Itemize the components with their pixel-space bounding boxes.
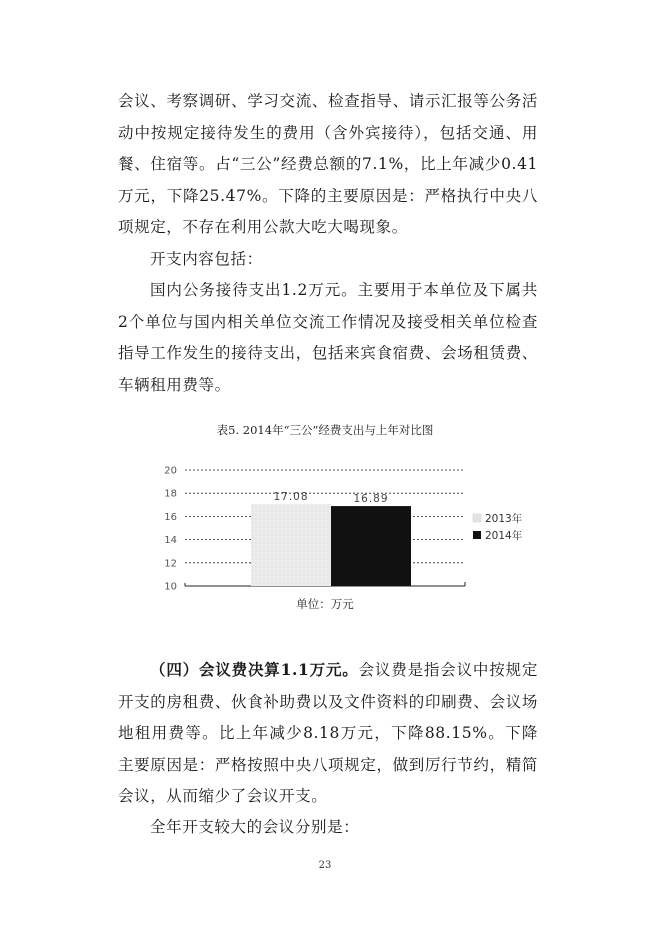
paragraph-expense-contents-heading: 开支内容包括：	[150, 250, 263, 268]
legend-label: 2013年	[485, 513, 523, 525]
chart-caption: 表5. 2014年“三公”经费支出与上年对比图	[216, 423, 434, 437]
bar-2014年	[331, 506, 411, 586]
data-label: 17.08	[273, 490, 309, 503]
meeting-expenses-heading: （四）会议费决算1.1万元。	[150, 660, 359, 679]
paragraph-meeting-expenses	[118, 654, 538, 813]
data-label: 16.89	[353, 493, 389, 506]
y-tick-label: 10	[164, 581, 177, 593]
legend-swatch	[473, 514, 481, 522]
y-tick-label: 18	[164, 488, 177, 500]
expense-comparison-chart	[155, 458, 550, 628]
page-number: 23	[318, 860, 332, 871]
legend-label: 2014年	[485, 530, 523, 542]
y-tick-label: 16	[164, 511, 177, 523]
paragraph-major-meetings: 全年开支较大的会议分别是：	[150, 818, 360, 836]
bar-2013年	[251, 504, 331, 586]
y-tick-label: 14	[164, 535, 177, 547]
y-tick-label: 12	[164, 558, 177, 570]
y-tick-label: 20	[164, 465, 177, 477]
paragraph-domestic-reception: 国内公务接待支出1.2万元。主要用于本单位及下属共2个单位与国内相关单位交流工作情况及接受相关单位检查指导工作发生的接待支出，包括来宾食宿费、会场租赁费、车辆租用费等。	[118, 281, 538, 394]
x-axis-label: 单位：万元	[296, 597, 354, 611]
legend-swatch	[473, 531, 481, 539]
meeting-expenses-text: 会议费是指会议中按规定开支的房租费、伙食补助费以及文件资料的印刷费、会议场地租用费等。比上年减少8.18万元，下降88.15%。下降主要原因是：严格按照中央八项规定，做到厉行节约，精简会议，从而缩少了会议开支。	[118, 661, 538, 805]
paragraph-reception-expenses: 会议、考察调研、学习交流、检查指导、请示汇报等公务活动中按规定接待发生的费用（含外宾接待），包括交通、用餐、住宿等。占“三公”经费总额的7.1%，比上年减少0.41万元，下降25.47%。下降的主要原因是：严格执行中央八项规定，不存在利用公款大吃大喝现象。	[118, 92, 538, 236]
